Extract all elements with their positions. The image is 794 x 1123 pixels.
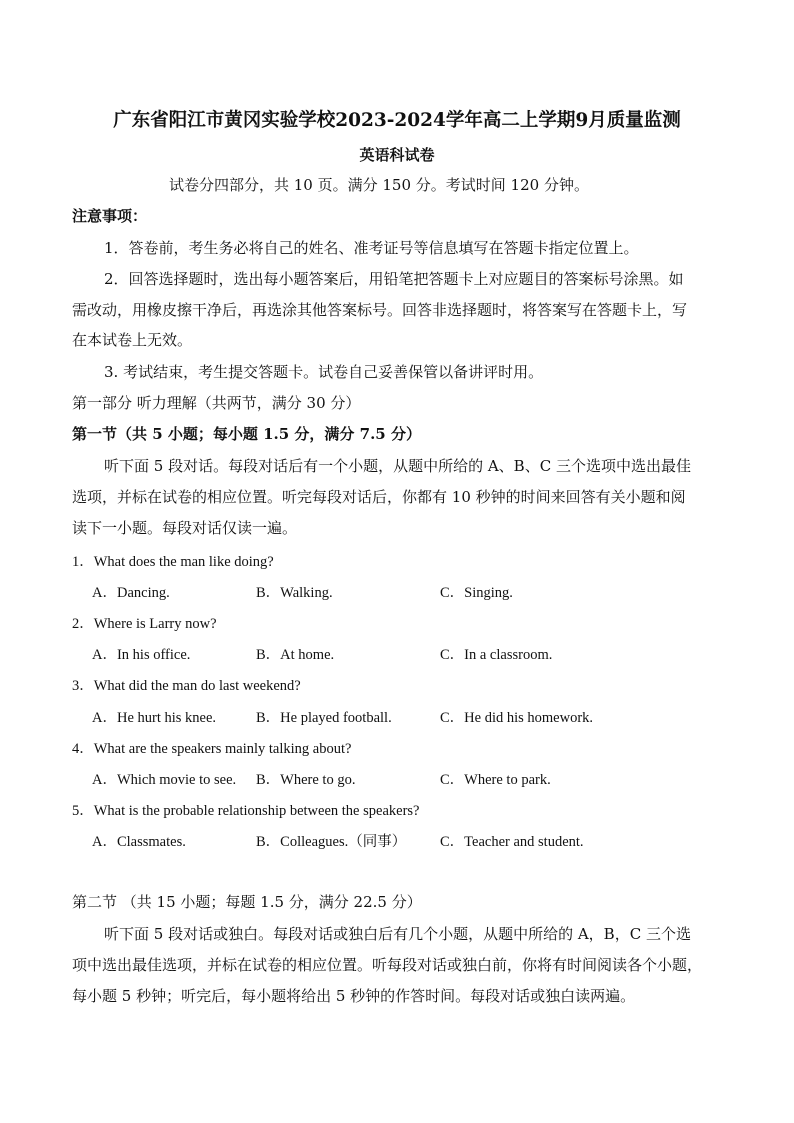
question-4: 4．What are the speakers mainly talking about? <box>72 741 352 757</box>
question-3-option-b: B．He played football. <box>256 710 392 726</box>
page-title: 广东省阳江市黄冈实验学校2023-2024学年高二上学期9月质量监测 <box>113 110 681 131</box>
exam-info: 试卷分四部分，共 10 页。满分 150 分。考试时间 120 分钟。 <box>169 176 589 194</box>
question-3-option-a: A．He hurt his knee. <box>92 710 217 726</box>
note-item-2-line-3: 在本试卷上无效。 <box>72 331 193 349</box>
question-1-option-b: B．Walking. <box>256 585 333 601</box>
section2-heading: 第二节 （共 15 小题；每题 1.5 分，满分 22.5 分） <box>72 893 422 911</box>
part1-heading: 第一部分 听力理解（共两节，满分 30 分） <box>72 394 361 412</box>
notes-heading: 注意事项： <box>72 207 148 225</box>
question-3-option-c: C．He did his homework. <box>440 710 594 726</box>
note-item-2-line-1: 2．回答选择题时，选出每小题答案后，用铅笔把答题卡上对应题目的答案标号涂黑。如 <box>104 270 684 288</box>
question-5-option-b: B．Colleagues.（同事） <box>256 834 407 850</box>
question-5: 5．What is the probable relationship between the speakers? <box>72 803 420 819</box>
question-4-option-b: B．Where to go. <box>256 772 356 788</box>
section2-instruction-line-2: 项中选出最佳选项，并标在试卷的相应位置。听每段对话或独白前，你将有时间阅读各个小题， <box>72 956 703 974</box>
note-item-2-line-2: 需改动，用橡皮擦干净后，再选涂其他答案标号。回答非选择题时，将答案写在答题卡上，写 <box>72 301 688 319</box>
section1-instruction-line-3: 读下一小题。每段对话仅读一遍。 <box>72 519 298 537</box>
question-2-option-b: B．At home. <box>256 647 335 663</box>
question-2-option-c: C．In a classroom. <box>440 647 553 663</box>
note-item-1: 1．答卷前，考生务必将自己的姓名、准考证号等信息填写在答题卡指定位置上。 <box>104 239 639 257</box>
question-4-option-a: A．Which movie to see. <box>92 772 237 788</box>
section1-instruction-line-2: 选项，并标在试卷的相应位置。听完每段对话后，你都有 10 秒钟的时间来回答有关小题和阅 <box>72 488 686 506</box>
section2-instruction-line-1: 听下面 5 段对话或独白。每段对话或独白后有几个小题，从题中所给的 A，B，C 三个选 <box>104 925 691 943</box>
question-5-option-a: A．Classmates. <box>92 834 186 850</box>
section1-heading: 第一节（共 5 小题；每小题 1.5 分，满分 7.5 分） <box>72 425 421 443</box>
section2-instruction-line-3: 每小题 5 秒钟；听完后，每小题将给出 5 秒钟的作答时间。每段对话或独白读两遍。 <box>72 987 636 1005</box>
section1-instruction-line-1: 听下面 5 段对话。每段对话后有一个小题，从题中所给的 A、B、C 三个选项中选出最佳 <box>104 457 691 475</box>
question-3: 3．What did the man do last weekend? <box>72 678 301 694</box>
question-5-option-c: C．Teacher and student. <box>440 834 584 850</box>
page-subtitle: 英语科试卷 <box>359 146 435 164</box>
question-2: 2．Where is Larry now? <box>72 616 217 632</box>
note-item-3: 3. 考试结束，考生提交答题卡。试卷自己妥善保管以备讲评时用。 <box>104 363 544 381</box>
question-1-option-a: A．Dancing. <box>92 585 170 601</box>
question-1: 1．What does the man like doing? <box>72 554 274 570</box>
question-1-option-c: C．Singing. <box>440 585 513 601</box>
question-4-option-c: C．Where to park. <box>440 772 551 788</box>
question-2-option-a: A．In his office. <box>92 647 191 663</box>
